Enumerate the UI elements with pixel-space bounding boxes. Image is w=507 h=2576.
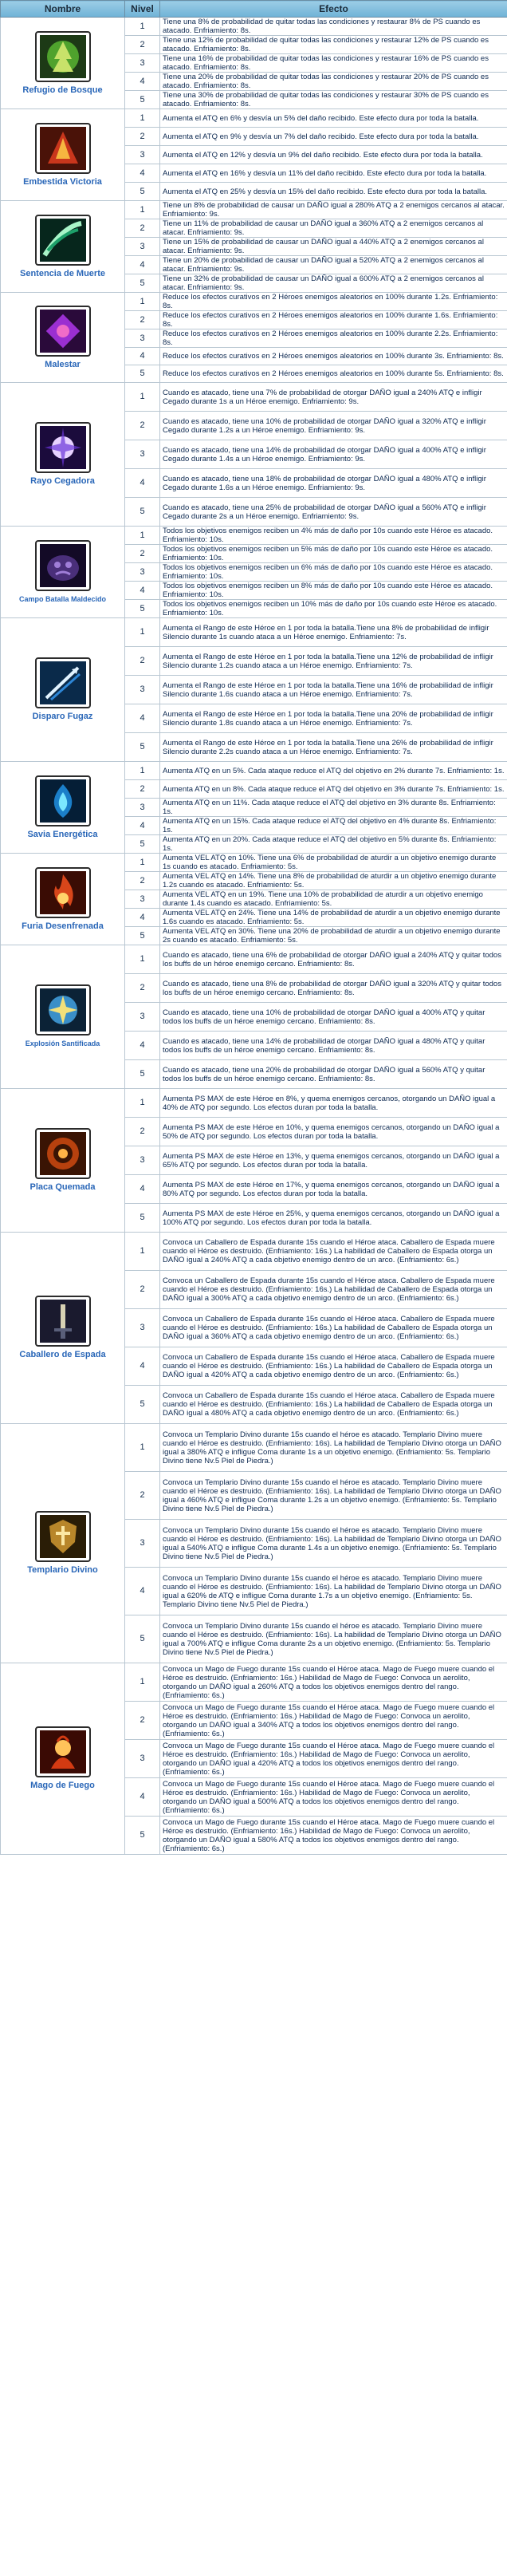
skill-name: Explosión Santificada <box>25 1039 100 1047</box>
effect-cell: Convoca un Mago de Fuego durante 15s cuando el Héroe ataca. Mago de Fuego muere cuando el Héroe es destruido. (Enfriamiento: 16s.) Habilidad de Mago de Fuego: Convoca un aerolito, otorgando un DAÑO igual a 340% ATQ a todos los objetivos enemigos dentro del rango. (Enfriamiento: 6s.) <box>160 1702 507 1740</box>
unbridled-fury-icon <box>35 867 91 918</box>
level-cell: 2 <box>125 1702 160 1740</box>
level-cell: 3 <box>125 146 160 164</box>
effect-cell: Reduce los efectos curativos en 2 Héroes enemigos aleatorios en 100% durante 3s. Enfriamiento: 8s. <box>160 348 507 365</box>
effect-cell: Aumenta el Rango de este Héroe en 1 por toda la batalla.Tiene una 8% de probabilidad de infligir Silencio durante 1s cuando ataca a un Héroe enemigo. Enfriamiento: 7s. <box>160 618 507 647</box>
effect-cell: Convoca un Templario Divino durante 15s cuando el héroe es atacado. Templario Divino muere cuando el Héroe es destruido. (Enfriamiento: 16s). La habilidad de Templario Divino otorga un DAÑO igual a 380% ATQ e infligue Coma durante 1s a un objetivo enemigo. (Enfriamiento: 5s. Templario Divino tiene Nv.5 Piel de Piedra.) <box>160 1424 507 1472</box>
cursed-battlefield-icon <box>35 540 91 591</box>
level-cell: 4 <box>125 1568 160 1615</box>
effect-cell: Convoca un Mago de Fuego durante 15s cuando el Héroe ataca. Mago de Fuego muere cuando el Héroe es destruido. (Enfriamiento: 16s.) Habilidad de Mago de Fuego: Convoca un aerolito, otorgando un DAÑO igual a 260% ATQ a todos los objetivos enemigos dentro del rango. (Enfriamiento: 6s.) <box>160 1663 507 1702</box>
level-cell: 5 <box>125 1386 160 1424</box>
effect-cell: Aumenta VEL ATQ en 14%. Tiene una 8% de probabilidad de aturdir a un objetivo enemigo durante 1.2s cuando es atacado. Enfriamiento: 5s. <box>160 872 507 890</box>
level-cell: 4 <box>125 164 160 183</box>
effect-cell: Aumenta el ATQ en 25% y desvía un 15% del daño recibido. Este efecto dura por toda la batalla. <box>160 183 507 201</box>
table-row <box>1 1233 507 1271</box>
skill-name: Embestida Victoria <box>23 176 102 187</box>
table-row <box>1 527 507 545</box>
effect-cell: Tiene un 15% de probabilidad de causar un DAÑO igual a 440% ATQ a 2 enemigos cercanos al atacar. Enfriamiento: 9s. <box>160 238 507 256</box>
effect-cell: Aumenta VEL ATQ en un 19%. Tiene una 10% de probabilidad de aturdir a un objetivo enemigo durante 1.4s cuando es atacado. Enfriamiento: 5s. <box>160 890 507 909</box>
effect-cell: Tiene una 30% de probabilidad de quitar todas las condiciones y restaurar 30% de PS cuando es atacado. Enfriamiento: 8s. <box>160 91 507 109</box>
effect-cell: Convoca un Caballero de Espada durante 15s cuando el Héroe ataca. Caballero de Espada muere cuando el Héroe es destruido. (Enfriamiento: 16s.) La habilidad de Caballero de Espada otorga un DAÑO igual a 480% ATQ a cada objetivo enemigo dentro de un arco. (Enfriamiento: 6s.) <box>160 1386 507 1424</box>
level-cell: 5 <box>125 835 160 854</box>
effect-cell: Aumenta ATQ en un 15%. Cada ataque reduce el ATQ del objetivo en 4% durante 8s. Enfriamiento: 1s. <box>160 817 507 835</box>
skill-cell <box>1 1424 125 1663</box>
effect-cell: Aumenta el ATQ en 16% y desvía un 11% del daño recibido. Este efecto dura por toda la batalla. <box>160 164 507 183</box>
level-cell: 5 <box>125 1204 160 1233</box>
level-cell: 2 <box>125 545 160 563</box>
level-cell: 1 <box>125 854 160 872</box>
skill-cell <box>1 1233 125 1424</box>
level-cell: 5 <box>125 1060 160 1089</box>
level-cell: 2 <box>125 412 160 440</box>
effect-cell: Aumenta VEL ATQ en 30%. Tiene una 20% de probabilidad de aturdir a un objetivo enemigo durante 2s cuando es atacado. Enfriamiento: 5s. <box>160 927 507 945</box>
skill-cell <box>1 293 125 383</box>
skill-name: Refugio de Bosque <box>22 85 103 95</box>
skill-cell <box>1 945 125 1089</box>
fire-mage-icon <box>35 1726 91 1777</box>
skill-cell <box>1 383 125 527</box>
level-cell: 3 <box>125 1146 160 1175</box>
level-cell: 3 <box>125 329 160 348</box>
divine-templar-icon <box>35 1511 91 1562</box>
effect-cell: Convoca un Mago de Fuego durante 15s cuando el Héroe ataca. Mago de Fuego muere cuando el Héroe es destruido. (Enfriamiento: 16s.) Habilidad de Mago de Fuego: Convoca un aerolito, otorgando un DAÑO igual a 580% ATQ a todos los objetivos enemigos dentro del rango. (Enfriamiento: 6s.) <box>160 1817 507 1855</box>
malaise-icon <box>35 306 91 357</box>
skill-name: Placa Quemada <box>29 1182 96 1192</box>
effect-cell: Tiene un 8% de probabilidad de causar un DAÑO igual a 280% ATQ a 2 enemigos cercanos al atacar. Enfriamiento: 9s. <box>160 201 507 219</box>
effect-cell: Cuando es atacado, tiene una 25% de probabilidad de otorgar DAÑO igual a 560% ATQ e infligir Cegado durante 2s a un Héroe enemigo. Enfriamiento: 9s. <box>160 498 507 527</box>
skill-cell <box>1 201 125 293</box>
effect-cell: Aumenta ATQ en un 8%. Cada ataque reduce el ATQ del objetivo en 3% durante 7s. Enfriamiento: 1s. <box>160 780 507 799</box>
level-cell: 4 <box>125 256 160 274</box>
skill-name: Rayo Cegadora <box>30 476 95 486</box>
table-row <box>1 1424 507 1472</box>
level-cell: 3 <box>125 1309 160 1347</box>
effect-cell: Aumenta ATQ en un 5%. Cada ataque reduce el ATQ del objetivo en 2% durante 7s. Enfriamiento: 1s. <box>160 762 507 780</box>
effect-cell: Todos los objetivos enemigos reciben un 8% más de daño por 10s cuando este Héroe es atacado. Enfriamiento: 10s. <box>160 582 507 600</box>
effect-cell: Cuando es atacado, tiene una 6% de probabilidad de otorgar DAÑO igual a 240% ATQ y quitar todos los buffs de un héroe enemigo cercano. Enfriamiento: 8s. <box>160 945 507 974</box>
skill-cell <box>1 109 125 201</box>
skill-name: Disparo Fugaz <box>32 712 93 721</box>
level-cell: 2 <box>125 780 160 799</box>
skill-name: Sentencia de Muerte <box>20 268 105 278</box>
effect-cell: Todos los objetivos enemigos reciben un 5% más de daño por 10s cuando este Héroe es atacado. Enfriamiento: 10s. <box>160 545 507 563</box>
level-cell: 3 <box>125 54 160 73</box>
level-cell: 4 <box>125 1347 160 1386</box>
level-cell: 4 <box>125 817 160 835</box>
effect-cell: Convoca un Templario Divino durante 15s cuando el héroe es atacado. Templario Divino muere cuando el Héroe es destruido. (Enfriamiento: 16s). La habilidad de Templario Divino otorga un DAÑO igual a 700% ATQ e infligue Coma durante 2s a un objetivo enemigo. (Enfriamiento: 5s. Templario Divino tiene Nv.5 Piel de Piedra.) <box>160 1615 507 1663</box>
death-sentence-icon <box>35 215 91 266</box>
table-row <box>1 762 507 780</box>
effect-cell: Aumenta ATQ en un 20%. Cada ataque reduce el ATQ del objetivo en 5% durante 8s. Enfriamiento: 1s. <box>160 835 507 854</box>
level-cell: 2 <box>125 872 160 890</box>
level-cell: 1 <box>125 945 160 974</box>
table-row <box>1 1663 507 1702</box>
level-cell: 3 <box>125 799 160 817</box>
effect-cell: Aumenta el Rango de este Héroe en 1 por toda la batalla.Tiene una 20% de probabilidad de infligir Silencio durante 1.8s cuando ataca a un Héroe enemigo. Enfriamiento: 7s. <box>160 704 507 733</box>
table-row <box>1 383 507 412</box>
effect-cell: Cuando es atacado, tiene una 14% de probabilidad de otorgar DAÑO igual a 400% ATQ e infligir Cegado durante 1.4s a un Héroe enemigo. Enfriamiento: 9s. <box>160 440 507 469</box>
table-row <box>1 945 507 974</box>
effect-cell: Aumenta ATQ en un 11%. Cada ataque reduce el ATQ del objetivo en 3% durante 8s. Enfriamiento: 1s. <box>160 799 507 817</box>
effect-cell: Convoca un Caballero de Espada durante 15s cuando el Héroe ataca. Caballero de Espada muere cuando el Héroe es destruido. (Enfriamiento: 16s.) La habilidad de Caballero de Espada otorga un DAÑO igual a 360% ATQ a cada objetivo enemigo dentro de un arco. (Enfriamiento: 6s.) <box>160 1309 507 1347</box>
effect-cell: Convoca un Mago de Fuego durante 15s cuando el Héroe ataca. Mago de Fuego muere cuando el Héroe es destruido. (Enfriamiento: 16s.) Habilidad de Mago de Fuego: Convoca un aerolito, otorgando un DAÑO igual a 500% ATQ a todos los objetivos enemigos dentro del rango. (Enfriamiento: 6s.) <box>160 1778 507 1817</box>
level-cell: 1 <box>125 109 160 128</box>
effect-cell: Aumenta VEL ATQ en 10%. Tiene una 6% de probabilidad de aturdir a un objetivo enemigo durante 1s cuando es atacado. Enfriamiento: 5s. <box>160 854 507 872</box>
effect-cell: Reduce los efectos curativos en 2 Héroes enemigos aleatorios en 100% durante 5s. Enfriamiento: 8s. <box>160 365 507 383</box>
effect-cell: Aumenta el Rango de este Héroe en 1 por toda la batalla.Tiene una 26% de probabilidad de infligir Silencio durante 2.2s cuando ataca a un Héroe enemigo. Enfriamiento: 7s. <box>160 733 507 762</box>
level-cell: 3 <box>125 563 160 582</box>
level-cell: 2 <box>125 128 160 146</box>
level-cell: 3 <box>125 238 160 256</box>
level-cell: 4 <box>125 704 160 733</box>
level-cell: 2 <box>125 311 160 329</box>
level-cell: 4 <box>125 1032 160 1060</box>
effect-cell: Tiene un 20% de probabilidad de causar un DAÑO igual a 520% ATQ a 2 enemigos cercanos al atacar. Enfriamiento: 9s. <box>160 256 507 274</box>
victory-charge-icon <box>35 123 91 174</box>
effect-cell: Aumenta el Rango de este Héroe en 1 por toda la batalla.Tiene una 12% de probabilidad de infligir Silencio durante 1.2s cuando ataca a un Héroe enemigo. Enfriamiento: 7s. <box>160 647 507 676</box>
effect-cell: Aumenta PS MAX de este Héroe en 17%, y quema enemigos cercanos, otorgando un DAÑO igual a 80% ATQ por segundo. Los efectos duran por toda la batalla. <box>160 1175 507 1204</box>
effect-cell: Cuando es atacado, tiene una 8% de probabilidad de otorgar DAÑO igual a 320% ATQ y quitar todos los buffs de un héroe enemigo cercano. Enfriamiento: 8s. <box>160 974 507 1003</box>
header-level: Nivel <box>125 1 160 18</box>
fleeting-shot-icon <box>35 657 91 708</box>
level-cell: 2 <box>125 647 160 676</box>
effect-cell: Reduce los efectos curativos en 2 Héroes enemigos aleatorios en 100% durante 1.2s. Enfriamiento: 8s. <box>160 293 507 311</box>
level-cell: 5 <box>125 1615 160 1663</box>
forest-refuge-icon <box>35 31 91 82</box>
level-cell: 3 <box>125 1740 160 1778</box>
skill-cell <box>1 618 125 762</box>
effect-cell: Aumenta el ATQ en 9% y desvía un 7% del daño recibido. Este efecto dura por toda la batalla. <box>160 128 507 146</box>
level-cell: 4 <box>125 909 160 927</box>
skill-cell <box>1 1663 125 1855</box>
skill-name: Caballero de Espada <box>19 1350 106 1359</box>
table-row <box>1 109 507 128</box>
level-cell: 1 <box>125 1089 160 1118</box>
level-cell: 1 <box>125 618 160 647</box>
effect-cell: Todos los objetivos enemigos reciben un 4% más de daño por 10s cuando este Héroe es atacado. Enfriamiento: 10s. <box>160 527 507 545</box>
effect-cell: Cuando es atacado, tiene una 10% de probabilidad de otorgar DAÑO igual a 400% ATQ y quitar todos los buffs de un héroe enemigo cercano. Enfriamiento: 8s. <box>160 1003 507 1032</box>
skill-name: Templario Divino <box>27 1565 98 1575</box>
effect-cell: Tiene una 16% de probabilidad de quitar todas las condiciones y restaurar 16% de PS cuando es atacado. Enfriamiento: 8s. <box>160 54 507 73</box>
effect-cell: Todos los objetivos enemigos reciben un 10% más de daño por 10s cuando este Héroe es atacado. Enfriamiento: 10s. <box>160 600 507 618</box>
level-cell: 3 <box>125 890 160 909</box>
skill-name: Mago de Fuego <box>30 1781 95 1790</box>
table-row <box>1 618 507 647</box>
level-cell: 4 <box>125 1778 160 1817</box>
level-cell: 5 <box>125 498 160 527</box>
effect-cell: Cuando es atacado, tiene una 20% de probabilidad de otorgar DAÑO igual a 560% ATQ y quitar todos los buffs de un héroe enemigo cercano. Enfriamiento: 8s. <box>160 1060 507 1089</box>
level-cell: 1 <box>125 293 160 311</box>
skill-name: Campo Batalla Maldecido <box>18 594 107 603</box>
level-cell: 1 <box>125 383 160 412</box>
effect-cell: Convoca un Mago de Fuego durante 15s cuando el Héroe ataca. Mago de Fuego muere cuando el Héroe es destruido. (Enfriamiento: 16s.) Habilidad de Mago de Fuego: Convoca un aerolito, otorgando un DAÑO igual a 420% ATQ a todos los objetivos enemigos dentro del rango. (Enfriamiento: 6s.) <box>160 1740 507 1778</box>
sanctified-explosion-icon <box>35 984 91 1036</box>
level-cell: 1 <box>125 762 160 780</box>
level-cell: 3 <box>125 440 160 469</box>
blinding-ray-icon <box>35 422 91 473</box>
skill-cell <box>1 854 125 945</box>
skill-cell <box>1 762 125 854</box>
level-cell: 5 <box>125 1817 160 1855</box>
level-cell: 1 <box>125 18 160 36</box>
level-cell: 4 <box>125 1175 160 1204</box>
effect-cell: Cuando es atacado, tiene una 7% de probabilidad de otorgar DAÑO igual a 240% ATQ e infligir Cegado durante 1s a un Héroe enemigo. Enfriamiento: 9s. <box>160 383 507 412</box>
effect-cell: Aumenta PS MAX de este Héroe en 8%, y quema enemigos cercanos, otorgando un DAÑO igual a 40% de ATQ por segundo. Los efectos duran por toda la batalla. <box>160 1089 507 1118</box>
energetic-sap-icon <box>35 775 91 826</box>
effect-cell: Cuando es atacado, tiene una 10% de probabilidad de otorgar DAÑO igual a 320% ATQ e infligir Cegado durante 1.2s a un Héroe enemigo. Enfriamiento: 9s. <box>160 412 507 440</box>
skill-name: Malestar <box>45 359 81 369</box>
level-cell: 4 <box>125 469 160 498</box>
level-cell: 5 <box>125 91 160 109</box>
effect-cell: Convoca un Templario Divino durante 15s cuando el héroe es atacado. Templario Divino muere cuando el Héroe es destruido. (Enfriamiento: 16s). La habilidad de Templario Divino otorga un DAÑO igual a 460% ATQ e infligue Coma durante 1.2s a un objetivo enemigo. (Enfriamiento: 5s. Templario Divino tiene Nv.5 Piel de Piedra.) <box>160 1472 507 1520</box>
table-row <box>1 201 507 219</box>
effect-cell: Cuando es atacado, tiene una 18% de probabilidad de otorgar DAÑO igual a 480% ATQ e infligir Cegado durante 1.6s a un Héroe enemigo. Enfriamiento: 9s. <box>160 469 507 498</box>
skill-cell <box>1 527 125 618</box>
level-cell: 1 <box>125 527 160 545</box>
level-cell: 5 <box>125 365 160 383</box>
level-cell: 4 <box>125 582 160 600</box>
level-cell: 4 <box>125 348 160 365</box>
effect-cell: Tiene una 20% de probabilidad de quitar todas las condiciones y restaurar 20% de PS cuando es atacado. Enfriamiento: 8s. <box>160 73 507 91</box>
level-cell: 5 <box>125 183 160 201</box>
level-cell: 1 <box>125 201 160 219</box>
table-header-row <box>1 1 507 18</box>
level-cell: 2 <box>125 1118 160 1146</box>
effect-cell: Aumenta PS MAX de este Héroe en 13%, y quema enemigos cercanos, otorgando un DAÑO igual a 65% ATQ por segundo. Los efectos duran por toda la batalla. <box>160 1146 507 1175</box>
burnt-plate-icon <box>35 1128 91 1179</box>
effect-cell: Convoca un Templario Divino durante 15s cuando el héroe es atacado. Templario Divino muere cuando el Héroe es destruido. (Enfriamiento: 16s). La habilidad de Templario Divino otorga un DAÑO igual a 620% de ATQ e infligue Coma durante 1.7s a un objetivo enemigo. (Enfriamiento: 5s. Templario Divino tiene Nv.5 Piel de Piedra.) <box>160 1568 507 1615</box>
effect-cell: Tiene una 8% de probabilidad de quitar todas las condiciones y restaurar 8% de PS cuando es atacado. Enfriamiento: 8s. <box>160 18 507 36</box>
level-cell: 2 <box>125 36 160 54</box>
level-cell: 5 <box>125 927 160 945</box>
level-cell: 5 <box>125 274 160 293</box>
effect-cell: Tiene un 11% de probabilidad de causar un DAÑO igual a 360% ATQ a 2 enemigos cercanos al atacar. Enfriamiento: 9s. <box>160 219 507 238</box>
table-row <box>1 293 507 311</box>
level-cell: 3 <box>125 1520 160 1568</box>
sword-knight-icon <box>35 1296 91 1347</box>
level-cell: 1 <box>125 1663 160 1702</box>
effect-cell: Aumenta el ATQ en 6% y desvía un 5% del daño recibido. Este efecto dura por toda la batalla. <box>160 109 507 128</box>
table-body <box>1 18 507 1855</box>
skill-cell <box>1 1089 125 1233</box>
skill-name: Savia Energética <box>27 829 98 839</box>
effect-cell: Convoca un Caballero de Espada durante 15s cuando el Héroe ataca. Caballero de Espada muere cuando el Héroe es destruido. (Enfriamiento: 16s.) La habilidad de Caballero de Espada otorga un DAÑO igual a 300% ATQ a cada objetivo enemigo dentro de un arco. (Enfriamiento: 6s.) <box>160 1271 507 1309</box>
effect-cell: Tiene un 32% de probabilidad de causar un DAÑO igual a 600% ATQ a 2 enemigos cercanos al atacar. Enfriamiento: 9s. <box>160 274 507 293</box>
effect-cell: Reduce los efectos curativos en 2 Héroes enemigos aleatorios en 100% durante 1.6s. Enfriamiento: 8s. <box>160 311 507 329</box>
level-cell: 1 <box>125 1233 160 1271</box>
effect-cell: Aumenta PS MAX de este Héroe en 10%, y quema enemigos cercanos, otorgando un DAÑO igual a 50% de ATQ por segundo. Los efectos duran por toda la batalla. <box>160 1118 507 1146</box>
effect-cell: Cuando es atacado, tiene una 14% de probabilidad de otorgar DAÑO igual a 480% ATQ y quitar todos los buffs de un héroe enemigo cercano. Enfriamiento: 8s. <box>160 1032 507 1060</box>
table-row <box>1 18 507 36</box>
header-effect: Efecto <box>160 1 507 18</box>
effect-cell: Aumenta PS MAX de este Héroe en 25%, y quema enemigos cercanos, otorgando un DAÑO igual a 100% ATQ por segundo. Los efectos duran por toda la batalla. <box>160 1204 507 1233</box>
effect-cell: Aumenta el Rango de este Héroe en 1 por toda la batalla.Tiene una 16% de probabilidad de infligir Silencio durante 1.6s cuando ataca a un Héroe enemigo. Enfriamiento: 7s. <box>160 676 507 704</box>
skill-name: Furia Desenfrenada <box>22 921 104 931</box>
level-cell: 2 <box>125 974 160 1003</box>
level-cell: 5 <box>125 733 160 762</box>
level-cell: 3 <box>125 1003 160 1032</box>
level-cell: 4 <box>125 73 160 91</box>
effect-cell: Todos los objetivos enemigos reciben un 6% más de daño por 10s cuando este Héroe es atacado. Enfriamiento: 10s. <box>160 563 507 582</box>
table-row <box>1 854 507 872</box>
header-name: Nombre <box>1 1 125 18</box>
level-cell: 1 <box>125 1424 160 1472</box>
table-row <box>1 1089 507 1118</box>
effect-cell: Tiene una 12% de probabilidad de quitar todas las condiciones y restaurar 12% de PS cuando es atacado. Enfriamiento: 8s. <box>160 36 507 54</box>
effect-cell: Reduce los efectos curativos en 2 Héroes enemigos aleatorios en 100% durante 2.2s. Enfriamiento: 8s. <box>160 329 507 348</box>
effect-cell: Convoca un Caballero de Espada durante 15s cuando el Héroe ataca. Caballero de Espada muere cuando el Héroe es destruido. (Enfriamiento: 16s.) La habilidad de Caballero de Espada otorga un DAÑO igual a 420% ATQ a cada objetivo enemigo dentro de un arco. (Enfriamiento: 6s.) <box>160 1347 507 1386</box>
level-cell: 2 <box>125 219 160 238</box>
level-cell: 2 <box>125 1472 160 1520</box>
effect-cell: Aumenta el ATQ en 12% y desvía un 9% del daño recibido. Este efecto dura por toda la batalla. <box>160 146 507 164</box>
effect-cell: Convoca un Templario Divino durante 15s cuando el héroe es atacado. Templario Divino muere cuando el Héroe es destruido. (Enfriamiento: 16s). La habilidad de Templario Divino otorga un DAÑO igual a 540% ATQ e infligue Coma durante 1.4s a un objetivo enemigo. (Enfriamiento: 5s. Templario Divino tiene Nv.5 Piel de Piedra.) <box>160 1520 507 1568</box>
level-cell: 2 <box>125 1271 160 1309</box>
effect-cell: Aumenta VEL ATQ en 24%. Tiene una 14% de probabilidad de aturdir a un objetivo enemigo durante 1.6s cuando es atacado. Enfriamiento: 5s. <box>160 909 507 927</box>
level-cell: 3 <box>125 676 160 704</box>
level-cell: 5 <box>125 600 160 618</box>
effect-cell: Convoca un Caballero de Espada durante 15s cuando el Héroe ataca. Caballero de Espada muere cuando el Héroe es destruido. (Enfriamiento: 16s.) La habilidad de Caballero de Espada otorga un DAÑO igual a 240% ATQ a cada objetivo enemigo dentro de un arco. (Enfriamiento: 6s.) <box>160 1233 507 1271</box>
skill-cell <box>1 18 125 109</box>
